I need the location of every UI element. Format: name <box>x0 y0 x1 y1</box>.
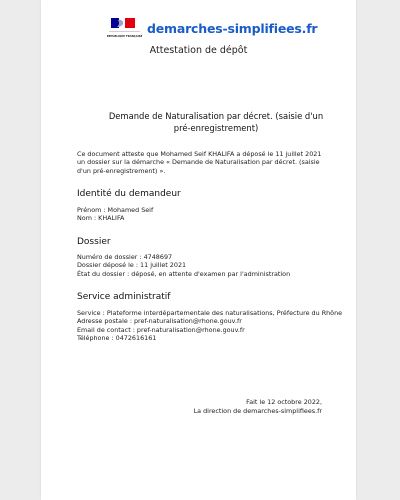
document-type: Attestation de dépôt <box>149 45 248 56</box>
contact-email-line: Email de contact : pref-naturalisation@rhone.gouv.fr <box>77 325 245 334</box>
service-name-line: Service : Plateforme interdépartementale des naturalisations, Préfecture du Rhône <box>77 309 343 317</box>
identity-details <box>77 206 337 223</box>
issue-date: Fait le 12 octobre 2022, <box>246 398 322 406</box>
dossier-details <box>77 253 337 278</box>
marianne-logo <box>107 16 142 40</box>
header-logo <box>107 16 317 40</box>
brand-name: demarches-simplifiees.fr <box>147 20 318 36</box>
dossier-number-line: Numéro de dossier : 4748697 <box>77 253 173 261</box>
identity-heading: Identité du demandeur <box>77 189 181 199</box>
service-details <box>77 309 343 342</box>
attestation-page <box>41 0 356 500</box>
document-title: Demande de Naturalisation par décret. (saisie d'un pré-enregistrement) <box>108 111 324 133</box>
service-heading: Service administratif <box>77 292 171 302</box>
signature: La direction de demarches-simplifiees.fr <box>193 406 322 415</box>
phone-line: Téléphone : 0472616161 <box>77 333 157 342</box>
postal-address-line: Adresse postale : pref-naturalisation@rhone.gouv.fr <box>77 317 242 326</box>
last-name-line: Nom : KHALIFA <box>77 214 125 223</box>
status-line: État du dossier : déposé, en attente d'examen par l'administration <box>77 269 291 278</box>
intro-paragraph: Ce document atteste que Mohamed Seif KHALIFA a déposé le 11 juillet 2021 un dossier sur la démarche « Demande de Naturalisation par décret. (saisie d'un pré-enregistrement) ». <box>77 150 322 175</box>
deposit-date-line: Dossier déposé le : 11 juillet 2021 <box>77 261 187 270</box>
logo-caption: RÉPUBLIQUE FRANÇAISE <box>107 35 142 38</box>
signature-block <box>122 398 322 415</box>
first-name-line: Prénom : Mohamed Seif <box>77 206 154 214</box>
dossier-heading: Dossier <box>77 237 111 247</box>
